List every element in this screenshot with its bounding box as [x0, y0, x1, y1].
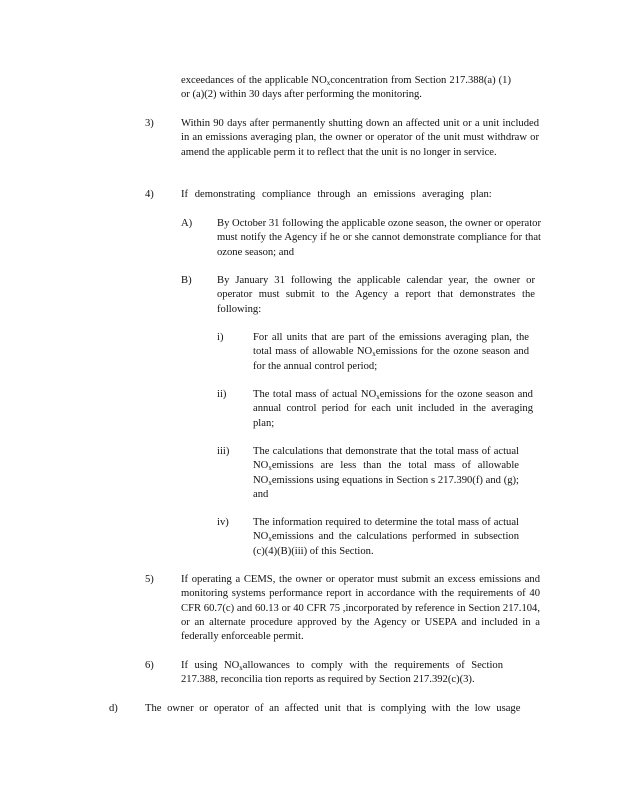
item-4b-iv-marker: iv)	[217, 517, 229, 528]
item-4b-ii-text: The total mass of actual $NO_xemissions$ for the ozone season and annual control period for each unit included in the averaging plan;	[253, 389, 533, 429]
item-4b-iv-text: The information required to determine the total mass of actual $NO_xemissions$ and the calculations performed in subsection (c)(4)(B)(iii) of this Section.	[253, 517, 519, 557]
item-4b-iii-text: The calculations that demonstrate that the total mass of actual $NO_xemissions$ are less than the total mass of allowable $NO_xemissions$ using equations in Section s 217.390(f) and (g); and	[253, 446, 519, 500]
item-4a-text: By October 31 following the applicable ozone season, the owner or operator must notify the Agency if he or she cannot demonstrate compliance for that ozone season; and	[217, 218, 541, 258]
item-4b-i-marker: i)	[217, 332, 224, 343]
item-4b-marker: B)	[181, 275, 192, 286]
item-4b-ii-marker: ii)	[217, 389, 227, 400]
item-3-text: Within 90 days after permanently shutting down an affected unit or a unit included in an emissions averaging plan, the owner or operator of the unit must withdraw or amend the applicable perm it to reflect that the unit is no longer in service.	[181, 118, 539, 158]
item-4b-i-text: For all units that are part of the emissions averaging plan, the total mass of allowable $NO_xemissions$ for the ozone season and for the annual control period;	[253, 332, 529, 372]
item-6-text: If using $NO_xallowances$ to comply with the requirements of Section 217.388, reconcilia tion reports as required by Section 217.392(c)(3).	[181, 660, 503, 686]
item-3-marker: 3)	[145, 118, 154, 129]
item-4-text: If demonstrating compliance through an emissions averaging plan:	[181, 189, 492, 200]
item-4b-text: By January 31 following the applicable calendar year, the owner or operator must submit to the Agency a report that demonstrates the following:	[217, 275, 535, 315]
continuation-paragraph: exceedances of the applicable $NO_xconcentration$ from Section 217.388(a) (1) or (a)(2) within 30 days after performing the monitoring.	[181, 75, 511, 101]
item-5-marker: 5)	[145, 574, 154, 585]
item-4a-marker: A)	[181, 218, 193, 229]
item-4b-iii-marker: iii)	[217, 446, 230, 457]
item-d-marker: d)	[109, 703, 118, 714]
item-4-marker: 4)	[145, 189, 154, 200]
item-5-text: If operating a CEMS, the owner or operator must submit an excess emissions and monitoring systems performance report in accordance with the requirements of 40 CFR 60.7(c) and 60.13 or 40 CFR 75 ,incorporated by reference in Section 217.104, or an alternate procedure approved by the Agency or USEPA and included in a federally enforceable permit.	[181, 574, 540, 643]
item-d-text: The owner or operator of an affected unit that is complying with the low usage	[145, 703, 521, 714]
item-6-marker: 6)	[145, 660, 154, 671]
